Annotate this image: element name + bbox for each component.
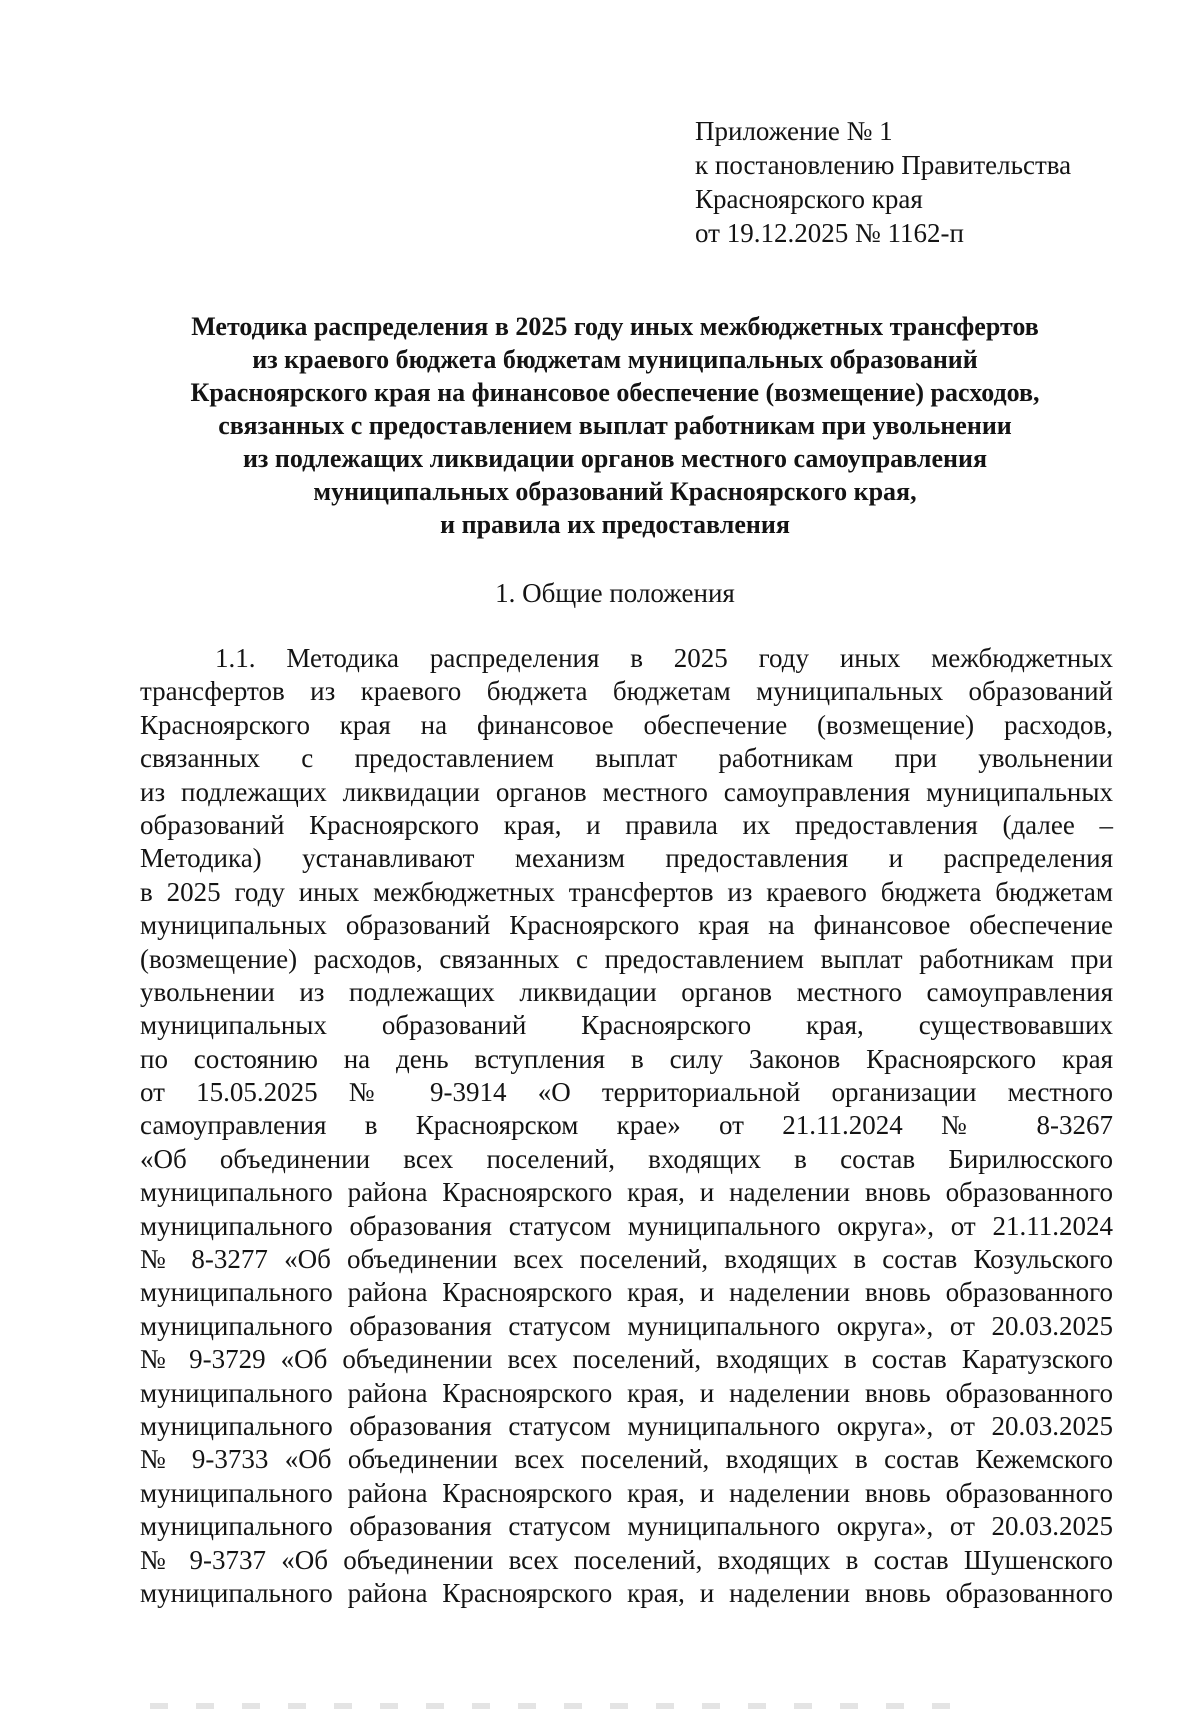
body-line: № 9-3733 «Об объединении всех поселений, входящих в состав Кежемского	[140, 1444, 1113, 1475]
title-line: связанных с предоставлением выплат работникам при увольнении	[218, 411, 1012, 440]
appendix-line: от 19.12.2025 № 1162-п	[695, 218, 964, 248]
body-line: из подлежащих ликвидации органов местного самоуправления муниципальных	[140, 776, 1113, 807]
body-line: муниципального образования статусом муниципального округа», от 20.03.2025	[140, 1511, 1113, 1542]
title-line: из подлежащих ликвидации органов местного самоуправления	[242, 444, 988, 473]
body-line: муниципального района Красноярского края, и наделении вновь образованного	[140, 1377, 1113, 1408]
body-line: муниципального образования статусом муниципального округа», от 21.11.2024	[140, 1210, 1113, 1241]
appendix-block	[695, 114, 1125, 250]
body-line: Красноярского края на финансовое обеспечение (возмещение) расходов,	[140, 709, 1113, 740]
body-line: образований Красноярского края, и правила их предоставления (далее –	[140, 809, 1113, 840]
body-line: муниципального района Красноярского края, и наделении вновь образованного	[140, 1577, 1113, 1608]
body-line: от 15.05.2025 № 9-3914 «О территориальной организации местного	[140, 1077, 1113, 1108]
body-line: трансфертов из краевого бюджета бюджетам муниципальных образований	[140, 676, 1113, 707]
title-line: из краевого бюджета бюджетам муниципальных образований	[252, 345, 978, 374]
body-paragraph	[140, 642, 1113, 1610]
body-line: муниципального образования статусом муниципального округа», от 20.03.2025	[140, 1410, 1113, 1441]
appendix-line: Красноярского края	[695, 184, 923, 214]
body-line: № 9-3729 «Об объединении всех поселений, входящих в состав Каратузского	[140, 1344, 1113, 1375]
body-line: 1.1. Методика распределения в 2025 году иных межбюджетных	[215, 643, 1113, 673]
body-line: муниципального района Красноярского края, и наделении вновь образованного	[140, 1477, 1113, 1508]
document-title	[140, 310, 1090, 541]
body-line: муниципального образования статусом муниципального округа», от 20.03.2025	[140, 1310, 1113, 1341]
title-line: Красноярского края на финансовое обеспечение (возмещение) расходов,	[190, 378, 1040, 407]
body-line: (возмещение) расходов, связанных с предоставлением выплат работникам при	[140, 943, 1113, 974]
body-line: Методика) устанавливают механизм предоставления и распределения	[140, 843, 1113, 874]
scan-edge-artifact	[150, 1703, 950, 1709]
body-line: № 9-3737 «Об объединении всех поселений, входящих в состав Шушенского	[140, 1544, 1113, 1575]
body-line: в 2025 году иных межбюджетных трансфертов из краевого бюджета бюджетам	[140, 876, 1113, 907]
title-line: и правила их предоставления	[440, 510, 790, 539]
body-line: по состоянию на день вступления в силу Законов Красноярского края	[140, 1043, 1113, 1074]
title-line: Методика распределения в 2025 году иных межбюджетных трансфертов	[191, 312, 1039, 341]
body-line: муниципального района Красноярского края, и наделении вновь образованного	[140, 1177, 1113, 1208]
section-heading: 1. Общие положения	[495, 578, 735, 608]
appendix-line: Приложение № 1	[695, 116, 893, 146]
body-line: муниципальных образований Красноярского края на финансовое обеспечение	[140, 910, 1113, 941]
body-line: муниципального района Красноярского края, и наделении вновь образованного	[140, 1277, 1113, 1308]
body-line: увольнении из подлежащих ликвидации органов местного самоуправления	[140, 976, 1113, 1007]
body-line: муниципальных образований Красноярского края, существовавших	[140, 1010, 1113, 1041]
body-line: связанных с предоставлением выплат работникам при увольнении	[140, 743, 1113, 774]
body-line: № 8-3277 «Об объединении всех поселений, входящих в состав Козульского	[140, 1244, 1113, 1275]
title-line: муниципальных образований Красноярского края,	[313, 477, 917, 506]
body-line: «Об объединении всех поселений, входящих в состав Бирилюсского	[140, 1143, 1113, 1174]
appendix-line: к постановлению Правительства	[695, 150, 1072, 180]
body-line: самоуправления в Красноярском крае» от 21.11.2024 № 8-3267	[140, 1110, 1113, 1141]
